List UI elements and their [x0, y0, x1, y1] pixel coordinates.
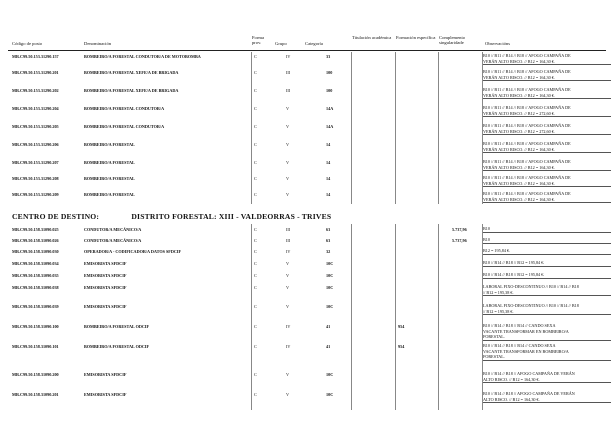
row-grupo: V: [286, 273, 290, 278]
row-grupo: V: [286, 392, 290, 397]
row-denominacion: BOMBEIRO/A FORESTAL: [84, 176, 135, 181]
row-code: MR.C99.50.153.31290.207: [12, 160, 59, 165]
observacions-line: B10 // B14 // B18 // B12 = 195,84 €.: [483, 272, 545, 277]
row-forma: C: [254, 273, 257, 278]
observacions-line: // B12 = 195,38 €.: [483, 308, 514, 314]
row-code: MR.C99.50.158.31090.201: [12, 392, 59, 397]
row-grupo: V: [286, 160, 290, 165]
row-denominacion: EMISORISTA SFDCIF: [84, 392, 127, 397]
row-grupo: III: [286, 238, 291, 243]
row-observacions: [483, 123, 611, 134]
table-row: [0, 370, 615, 390]
row-denominacion: CONDUTOR/A MECÁNICO/A: [84, 238, 142, 243]
row-categoria: 10C: [326, 261, 334, 266]
row-rule: [483, 266, 611, 267]
row-categoria: 14A: [326, 106, 334, 111]
observacions-line: FORESTAL.: [483, 354, 505, 360]
row-forma: C: [254, 176, 257, 181]
row-code: MR.C99.50.153.31290.157: [12, 54, 59, 59]
row-categoria: 14: [326, 192, 331, 197]
row-code: MR.C99.50.153.31290.209: [12, 192, 59, 197]
row-forma: C: [254, 88, 257, 93]
row-forma: C: [254, 285, 257, 290]
observacions-line: // B12 = 195,38 €.: [483, 289, 514, 295]
row-denominacion: BOMBEIRO/A FORESTAL: [84, 192, 135, 197]
row-forma: C: [254, 238, 257, 243]
row-categoria: 10C: [326, 304, 334, 309]
row-forma: C: [254, 54, 257, 59]
observacions-line: B12 = 195,84 €.: [483, 248, 511, 253]
row-code: MR.C99.50.158.31090.100: [12, 324, 59, 329]
row-grupo: V: [286, 192, 290, 197]
section-name: DISTRITO FORESTAL: XIII - VALDEORRAS - TRIVES: [131, 212, 332, 221]
observacions-line: VERÁN ALTO RISCO. // B12 = 164,30 €.: [483, 58, 555, 64]
row-rule: [483, 340, 611, 341]
row-denominacion: EMISORISTA SFDCIF: [84, 304, 127, 309]
observacions-line: B10 // B11 // B14 // B18 // AFOGO CAMPAÑA DE: [483, 191, 571, 196]
row-grupo: V: [286, 124, 290, 129]
observacions-line: B10 // B14 // B18 // B14 // CANDO SEXA: [483, 343, 556, 348]
row-complemento: 5.737,96: [452, 238, 467, 243]
table-row: [0, 259, 615, 271]
row-categoria: 41: [326, 324, 331, 329]
row-code: MR.C99.50.158.31090.035: [12, 273, 59, 278]
row-grupo: IV: [286, 344, 291, 349]
table-row: [0, 68, 615, 86]
row-observacions: [483, 175, 611, 186]
observacions-line: B10 // B11 // B14 // B18 // AFOGO CAMPAÑA DE: [483, 123, 571, 128]
observacions-line: B10 // B11 // B14 // B18 // AFOGO CAMPAÑA DE: [483, 141, 571, 146]
observacions-line: VERÁN ALTO RISCO. // B12 = 164,30 €.: [483, 196, 555, 202]
row-code: MR.C99.50.158.31090.030: [12, 249, 59, 254]
row-forma: C: [254, 344, 257, 349]
row-categoria: 100: [326, 70, 333, 75]
row-grupo: V: [286, 176, 290, 181]
observacions-line: LABORAL FIXO-DESCONTINUO // B10 // B14 // B18: [483, 284, 579, 289]
header-rule: [8, 50, 606, 51]
row-denominacion: OPERADOR/A - CODIFICADOR/A DATOS SFDCIF: [84, 249, 182, 254]
header-categoria: Categoría: [305, 41, 323, 46]
row-denominacion: BOMBEIRO/A FORESTAL ODCIF: [84, 324, 150, 329]
observacions-line: B10 // B11 // B14 // B18 // AFOGO CAMPAÑA DE: [483, 159, 571, 164]
row-code: MR.C99.50.158.31090.026: [12, 238, 59, 243]
observacions-line: VERÁN ALTO RISCO. // B12 = 164,30 €.: [483, 164, 555, 170]
row-code: MR.C99.50.153.31290.205: [12, 124, 59, 129]
row-observacions: [483, 141, 611, 152]
row-categoria: 32: [326, 249, 331, 254]
table-row: [0, 174, 615, 190]
row-grupo: III: [286, 227, 291, 232]
row-grupo: V: [286, 304, 290, 309]
observacions-line: FORESTAL.: [483, 334, 505, 340]
observacions-line: ALTO RISCO. // B12 = 164,30 €.: [483, 396, 540, 402]
table-row: [0, 86, 615, 104]
header-denominacion: Denominación: [84, 41, 112, 46]
row-forma: C: [254, 142, 257, 147]
row-code: MR.C99.50.158.31090.200: [12, 372, 59, 377]
row-denominacion: BOMBEIRO/A FORESTAL CONDUTOR/A: [84, 124, 165, 129]
row-forma: C: [254, 70, 257, 75]
row-formacion: 954: [398, 344, 405, 349]
table-row: [0, 104, 615, 122]
table-row: [0, 283, 615, 302]
row-code: MR.C99.50.158.31090.025: [12, 227, 59, 232]
observacions-line: B10 // B11 // B14 // B18 // AFOGO CAMPAÑA DE: [483, 175, 571, 180]
table-row: [0, 322, 615, 342]
observacions-line: B10 // B14 // B18 // AFOGO CAMPAÑA DE VERÁN: [483, 371, 575, 376]
row-categoria: 14: [326, 160, 331, 165]
row-rule: [483, 116, 611, 117]
table-row: [0, 158, 615, 174]
row-rule: [483, 278, 611, 279]
observacions-line: B10: [483, 237, 490, 242]
row-rule: [483, 232, 611, 233]
header-complemento: Complemento singularidade: [439, 35, 466, 46]
header-formacion: Formación específica: [396, 35, 436, 40]
row-grupo: IV: [286, 54, 291, 59]
row-categoria: 63: [326, 227, 331, 232]
row-categoria: 41: [326, 344, 331, 349]
row-denominacion: EMISORISTA SFDCIF: [84, 273, 127, 278]
row-categoria: 10C: [326, 273, 334, 278]
row-rule: [483, 382, 611, 383]
table-row: [0, 52, 615, 68]
header-codigo: Código de posto: [12, 41, 43, 46]
row-categoria: 63: [326, 238, 331, 243]
row-categoria: 14A: [326, 124, 334, 129]
row-forma: C: [254, 392, 257, 397]
header-titulacion: Titulación académica: [352, 35, 392, 40]
row-denominacion: CONDUTOR/A MECÁNICO/A: [84, 227, 142, 232]
row-observacions: [483, 303, 611, 314]
observacions-line: B10 // B14 // B18 // B12 = 195,84 €.: [483, 260, 545, 265]
row-formacion: 954: [398, 324, 405, 329]
observacions-line: LABORAL FIXO-DESCONTINUO // B10 // B14 // B18: [483, 303, 579, 308]
row-observacions: [483, 87, 611, 98]
row-observacions: [483, 69, 611, 80]
row-code: MR.C99.50.158.31090.039: [12, 304, 59, 309]
observacions-line: B10 // B14 // B18 // AFOGO CAMPAÑA DE VERÁN: [483, 391, 575, 396]
row-rule: [483, 314, 611, 315]
row-rule: [483, 170, 611, 171]
observacions-line: B10: [483, 226, 490, 231]
table-row: [0, 342, 615, 370]
row-categoria: 10C: [326, 392, 334, 397]
row-rule: [483, 98, 611, 99]
row-grupo: V: [286, 261, 290, 266]
row-forma: C: [254, 160, 257, 165]
row-rule: [483, 254, 611, 255]
row-grupo: III: [286, 70, 291, 75]
row-forma: C: [254, 192, 257, 197]
row-observacions: [483, 53, 611, 64]
row-categoria: 14: [326, 142, 331, 147]
row-denominacion: BOMBEIRO/A FORESTAL: [84, 160, 135, 165]
observacions-line: B10 // B11 // B14 // B18 // AFOGO CAMPAÑA DE: [483, 87, 571, 92]
row-denominacion: EMISORISTA SFDCIF: [84, 372, 127, 377]
header-observacions: Observacións: [485, 41, 511, 46]
row-rule: [483, 64, 611, 65]
row-rule: [483, 295, 611, 296]
table-row: [0, 225, 615, 236]
row-denominacion: EMISORISTA SFDCIF: [84, 285, 127, 290]
row-observacions: [483, 371, 611, 382]
row-observacions: [483, 284, 611, 295]
row-code: MR.C99.50.158.31090.101: [12, 344, 59, 349]
table-row: [0, 140, 615, 158]
row-code: MR.C99.50.153.31290.202: [12, 88, 59, 93]
row-forma: C: [254, 227, 257, 232]
table-row: [0, 122, 615, 140]
row-denominacion: BOMBEIRO/A FORESTAL ODCIF: [84, 344, 150, 349]
row-code: MR.C99.50.153.31290.208: [12, 176, 59, 181]
row-rule: [483, 186, 611, 187]
row-observacions: [483, 191, 611, 202]
row-forma: C: [254, 249, 257, 254]
row-observacions: [483, 105, 611, 116]
row-grupo: V: [286, 142, 290, 147]
observacions-line: VACANTE TRANSFORMAR EN BOMBEIRO/A: [483, 328, 569, 334]
row-rule: [483, 402, 611, 403]
table-row: [0, 247, 615, 259]
table-row: [0, 236, 615, 247]
section-heading: [12, 212, 331, 221]
row-forma: C: [254, 304, 257, 309]
observacions-line: VERÁN ALTO RISCO. // B12 = 164,30 €.: [483, 146, 555, 152]
row-categoria: 10C: [326, 372, 334, 377]
row-grupo: IV: [286, 249, 291, 254]
row-complemento: 5.737,96: [452, 227, 467, 232]
observacions-line: VERÁN ALTO RISCO. // B12 = 272,60 €.: [483, 128, 555, 134]
table-row: [0, 190, 615, 206]
observacions-line: VERÁN ALTO RISCO. // B12 = 164,30 €.: [483, 74, 555, 80]
row-observacions: [483, 159, 611, 170]
observacions-line: ALTO RISCO. // B12 = 164,30 €.: [483, 376, 540, 382]
header-grupo: Grupo: [275, 41, 287, 46]
table-row: [0, 302, 615, 322]
observacions-line: B10 // B14 // B18 // B14 // CANDO SEXA: [483, 323, 556, 328]
table-header: [0, 0, 615, 52]
row-rule: [483, 243, 611, 244]
row-grupo: V: [286, 372, 290, 377]
row-categoria: 10C: [326, 285, 334, 290]
row-rule: [483, 202, 611, 203]
row-code: MR.C99.50.153.31290.206: [12, 142, 59, 147]
row-observacions: [483, 391, 611, 402]
row-forma: C: [254, 106, 257, 111]
header-forma: Forma prov.: [252, 35, 264, 46]
row-code: MR.C99.50.158.31090.038: [12, 285, 59, 290]
row-denominacion: BOMBEIRO/A FORESTAL: [84, 142, 135, 147]
row-forma: C: [254, 124, 257, 129]
row-denominacion: BOMBEIRO/A FORESTAL XEFE/A DE BRIGADA: [84, 70, 179, 75]
row-denominacion: BOMBEIRO/A FORESTAL CONDUTOR/A DE MOTOBOMBA: [84, 54, 201, 59]
row-categoria: 33: [326, 54, 331, 59]
row-grupo: V: [286, 285, 290, 290]
observacions-line: B10 // B11 // B14 // B18 // AFOGO CAMPAÑA DE: [483, 53, 571, 58]
row-denominacion: EMISORISTA SFDCIF: [84, 261, 127, 266]
observacions-line: VERÁN ALTO RISCO. // B12 = 164,30 €.: [483, 92, 555, 98]
row-grupo: V: [286, 106, 290, 111]
row-categoria: 14: [326, 176, 331, 181]
row-grupo: IV: [286, 324, 291, 329]
table-row: [0, 271, 615, 283]
table-row: [0, 390, 615, 409]
row-rule: [483, 152, 611, 153]
section-label: CENTRO DE DESTINO:: [12, 212, 100, 221]
observacions-line: B10 // B11 // B14 // B18 // AFOGO CAMPAÑA DE: [483, 69, 571, 74]
row-categoria: 100: [326, 88, 333, 93]
row-grupo: III: [286, 88, 291, 93]
row-rule: [483, 80, 611, 81]
row-code: MR.C99.50.153.31290.204: [12, 106, 59, 111]
row-observacions: [483, 323, 611, 340]
row-forma: C: [254, 324, 257, 329]
row-denominacion: BOMBEIRO/A FORESTAL CONDUTOR/A: [84, 106, 165, 111]
row-forma: C: [254, 372, 257, 377]
observacions-line: VERÁN ALTO RISCO. // B12 = 272,60 €.: [483, 110, 555, 116]
row-rule: [483, 134, 611, 135]
row-code: MR.C99.50.158.31090.034: [12, 261, 59, 266]
observacions-line: VERÁN ALTO RISCO. // B12 = 164,30 €.: [483, 180, 555, 186]
row-rule: [483, 360, 611, 361]
row-observacions: [483, 343, 611, 360]
observacions-line: B10 // B11 // B14 // B18 // AFOGO CAMPAÑA DE: [483, 105, 571, 110]
observacions-line: VACANTE TRANSFORMAR EN BOMBEIRO/A: [483, 348, 569, 354]
row-denominacion: BOMBEIRO/A FORESTAL XEFE/A DE BRIGADA: [84, 88, 179, 93]
row-code: MR.C99.50.153.31290.201: [12, 70, 59, 75]
row-forma: C: [254, 261, 257, 266]
